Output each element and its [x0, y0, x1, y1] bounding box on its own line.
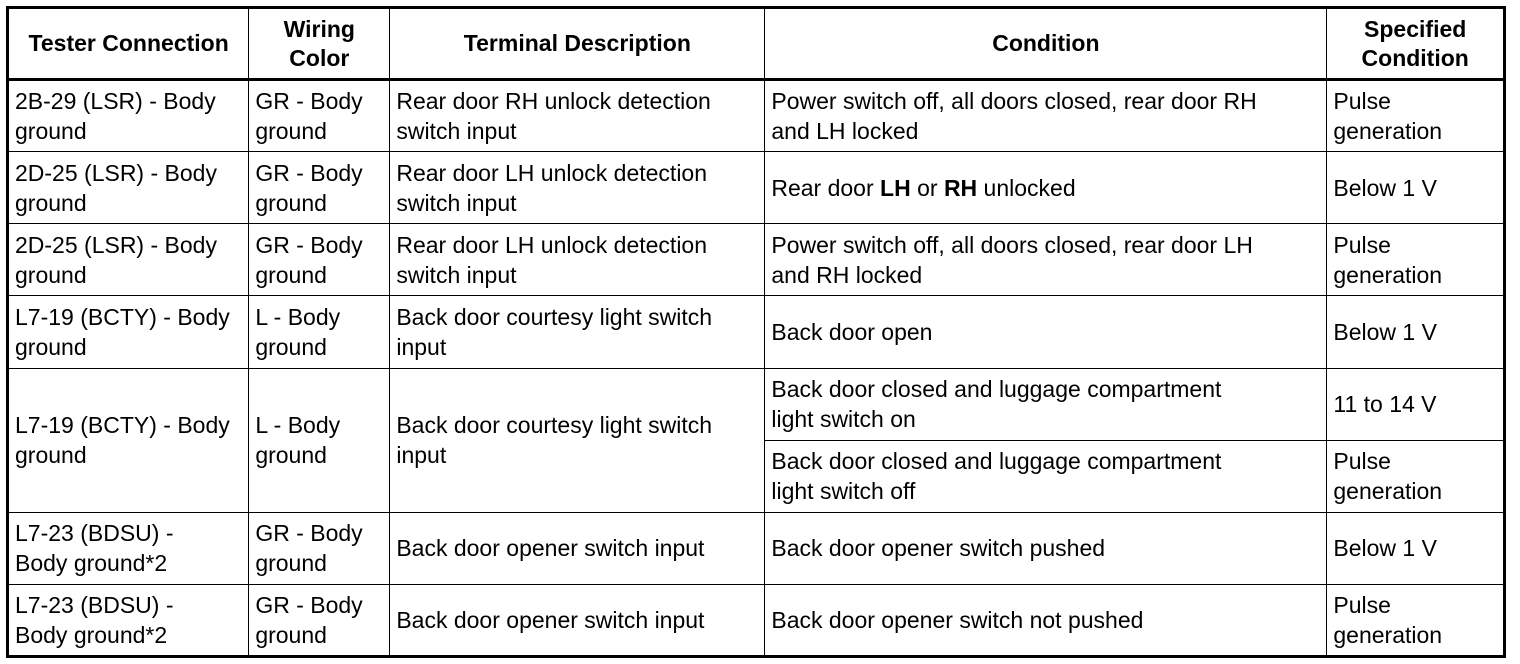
cell-text: Rear door — [771, 174, 881, 201]
cell-tester-connection — [8, 512, 249, 584]
cell-tester-connection — [8, 152, 249, 224]
cell-condition — [765, 224, 1327, 296]
cell-text: 2D-25 (LSR) - Body — [15, 231, 217, 258]
cell-text: generation — [1333, 118, 1443, 145]
cell-text: L7-23 (BDSU) - — [15, 591, 174, 618]
cell-text: L7-19 (BCTY) - Body — [15, 412, 230, 439]
cell-text: L7-19 (BCTY) - Body — [15, 303, 230, 330]
cell-text: ground — [255, 333, 327, 360]
cell-text: 2D-25 (LSR) - Body — [15, 159, 217, 186]
cell-wiring-color — [249, 368, 390, 512]
cell-text: Back door courtesy light switch — [396, 412, 713, 439]
cell-text: ground — [15, 442, 87, 469]
cell-text: ground — [15, 333, 87, 360]
cell-text: GR - Body — [255, 159, 363, 186]
cell-terminal-description — [390, 584, 765, 656]
cell-text: GR - Body — [255, 231, 363, 258]
cell-condition — [765, 584, 1327, 656]
cell-text: Pulse — [1333, 448, 1391, 475]
table-row — [8, 368, 1505, 440]
cell-text: L - Body — [255, 412, 341, 439]
cell-text: ground — [255, 189, 327, 216]
cell-tester-connection — [8, 584, 249, 656]
cell-condition — [765, 368, 1327, 440]
cell-text: unlocked — [977, 174, 1076, 201]
cell-text: Body ground*2 — [15, 550, 168, 577]
cell-text: and RH locked — [771, 261, 923, 288]
cell-text: Rear door LH unlock detection — [396, 159, 708, 186]
table-header-row — [8, 8, 1505, 80]
cell-text: ground — [15, 118, 87, 145]
cell-text: Back door opener switch input — [396, 606, 705, 633]
cell-text: light switch on — [771, 406, 916, 433]
cell-text-bold: LH — [880, 174, 911, 201]
cell-text: ground — [255, 118, 327, 145]
cell-wiring-color — [249, 584, 390, 656]
cell-text: GR - Body — [255, 88, 363, 115]
cell-text: 2B-29 (LSR) - Body — [15, 88, 216, 115]
cell-text: ground — [255, 550, 327, 577]
cell-text: generation — [1333, 478, 1443, 505]
cell-text: Below 1 V — [1333, 535, 1437, 562]
cell-text: Rear door LH unlock detection — [396, 231, 708, 258]
header-condition-text: Condition — [992, 30, 1100, 56]
cell-text: input — [396, 333, 447, 360]
cell-text: ground — [255, 621, 327, 648]
cell-text: switch input — [396, 118, 517, 145]
cell-specified-condition — [1327, 224, 1505, 296]
cell-wiring-color — [249, 296, 390, 368]
table-row — [8, 152, 1505, 224]
cell-text: ground — [15, 261, 87, 288]
cell-text: Power switch off, all doors closed, rear door RH — [771, 88, 1257, 115]
cell-text: ground — [255, 261, 327, 288]
cell-text: Back door opener switch not pushed — [771, 606, 1144, 633]
header-specified-condition-line1: Specified — [1364, 15, 1467, 42]
cell-wiring-color — [249, 80, 390, 152]
cell-text: Body ground*2 — [15, 621, 168, 648]
header-specified-condition — [1327, 8, 1505, 80]
cell-specified-condition — [1327, 152, 1505, 224]
header-terminal-description — [390, 8, 765, 80]
cell-text: Back door courtesy light switch — [396, 303, 713, 330]
cell-tester-connection — [8, 368, 249, 512]
cell-text: Below 1 V — [1333, 174, 1437, 201]
header-tester-connection-text: Tester Connection — [28, 30, 229, 56]
cell-text: and LH locked — [771, 118, 919, 145]
cell-text: Below 1 V — [1333, 318, 1437, 345]
header-specified-condition-line2: Condition — [1361, 44, 1469, 71]
cell-terminal-description — [390, 152, 765, 224]
terminal-inspection-table — [6, 6, 1506, 658]
cell-specified-condition — [1327, 368, 1505, 440]
cell-text: Pulse — [1333, 88, 1391, 115]
cell-text: generation — [1333, 621, 1443, 648]
cell-text: GR - Body — [255, 520, 363, 547]
cell-tester-connection — [8, 224, 249, 296]
cell-wiring-color — [249, 512, 390, 584]
header-wiring-color-line1: Wiring — [283, 15, 355, 42]
cell-text: Pulse — [1333, 591, 1391, 618]
cell-terminal-description — [390, 224, 765, 296]
cell-text: Rear door RH unlock detection — [396, 88, 711, 115]
cell-text: Back door opener switch pushed — [771, 535, 1106, 562]
cell-text: Back door closed and luggage compartment — [771, 376, 1222, 403]
cell-condition — [765, 296, 1327, 368]
header-wiring-color-line2: Color — [289, 44, 350, 71]
cell-tester-connection — [8, 80, 249, 152]
table-row — [8, 512, 1505, 584]
cell-terminal-description — [390, 368, 765, 512]
cell-tester-connection — [8, 296, 249, 368]
cell-condition — [765, 152, 1327, 224]
cell-specified-condition — [1327, 512, 1505, 584]
table-row — [8, 80, 1505, 152]
header-terminal-description-text: Terminal Description — [463, 30, 691, 56]
cell-text: Back door closed and luggage compartment — [771, 448, 1222, 475]
cell-text: 11 to 14 V — [1333, 391, 1437, 418]
cell-condition — [765, 440, 1327, 512]
cell-text: Back door opener switch input — [396, 535, 705, 562]
cell-text: generation — [1333, 261, 1443, 288]
cell-specified-condition — [1327, 80, 1505, 152]
cell-terminal-description — [390, 80, 765, 152]
header-tester-connection — [8, 8, 249, 80]
header-wiring-color — [249, 8, 390, 80]
cell-text: switch input — [396, 189, 517, 216]
cell-text: input — [396, 442, 447, 469]
cell-specified-condition — [1327, 440, 1505, 512]
cell-text: GR - Body — [255, 591, 363, 618]
cell-text: ground — [15, 189, 87, 216]
table-row — [8, 224, 1505, 296]
cell-specified-condition — [1327, 584, 1505, 656]
cell-text: Power switch off, all doors closed, rear door LH — [771, 231, 1253, 258]
cell-terminal-description — [390, 512, 765, 584]
cell-text: switch input — [396, 261, 517, 288]
cell-wiring-color — [249, 152, 390, 224]
cell-text: Back door open — [771, 318, 933, 345]
cell-text-bold: RH — [943, 174, 978, 201]
header-condition — [765, 8, 1327, 80]
cell-condition — [765, 80, 1327, 152]
cell-text: or — [910, 174, 944, 201]
cell-text: L - Body — [255, 303, 341, 330]
cell-text: L7-23 (BDSU) - — [15, 520, 174, 547]
cell-text: light switch off — [771, 478, 916, 505]
cell-condition — [765, 512, 1327, 584]
cell-wiring-color — [249, 224, 390, 296]
table-row — [8, 296, 1505, 368]
cell-terminal-description — [390, 296, 765, 368]
cell-text: Pulse — [1333, 231, 1391, 258]
cell-text: ground — [255, 442, 327, 469]
table-row — [8, 584, 1505, 656]
cell-specified-condition — [1327, 296, 1505, 368]
